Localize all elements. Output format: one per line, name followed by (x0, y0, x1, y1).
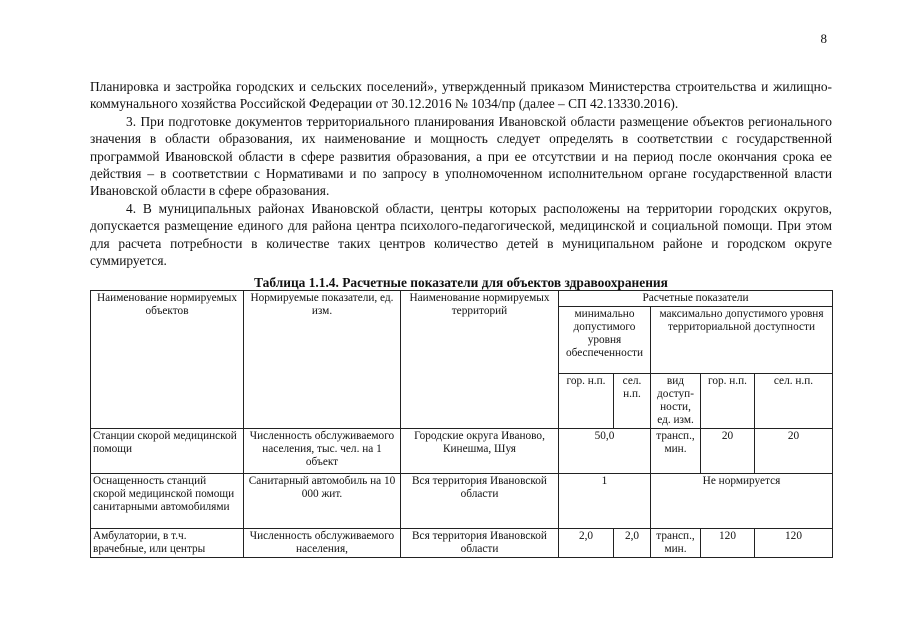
row-min-gor: 2,0 (559, 529, 614, 558)
header-territory: Наименование нормируемых территорий (401, 291, 559, 429)
row-territory: Вся территория Ивановской области (401, 529, 559, 558)
norms-table (90, 290, 833, 558)
header-gor-max: гор. н.п. (701, 374, 755, 429)
row-max-gor: 120 (701, 529, 755, 558)
paragraph-3: 4. В муниципальных районах Ивановской области, центры которых расположены на территории городских округов, допускается размещение единого для района центра психолого-педагогической, медицинской и социальной помощи. При этом для расчета потребности в количестве таких центров количество детей в муниципальном районе и городском округе суммируется. (90, 200, 832, 269)
paragraph-1: Планировка и застройка городских и сельских поселений», утвержденный приказом Министерства строительства и жилищно-коммунального хозяйства Российской Федерации от 30.12.2016 № 1034/пр (далее – СП 42.13330.2016). (90, 79, 832, 112)
row-min-value: 1 (559, 474, 651, 529)
row-territory: Городские округа Иваново, Кинешма, Шуя (401, 429, 559, 474)
header-object: Наименование нормируемых объектов (91, 291, 244, 429)
row-access-type: трансп., мин. (651, 429, 701, 474)
header-calc: Расчетные показатели (559, 291, 833, 307)
row-object: Амбулатории, в т.ч. врачебные, или центры (91, 529, 244, 558)
page-number: 8 (820, 31, 827, 46)
table-row (91, 529, 833, 558)
row-indicator: Санитарный автомобиль на 10 000 жит. (244, 474, 401, 529)
row-max-sel: 120 (755, 529, 833, 558)
row-object: Станции скорой медицинской помощи (91, 429, 244, 474)
row-max-gor: 20 (701, 429, 755, 474)
row-min-value: 50,0 (559, 429, 651, 474)
row-access-type: трансп., мин. (651, 529, 701, 558)
header-access-type: вид доступ-ности, ед. изм. (651, 374, 701, 429)
header-sel-max: сел. н.п. (755, 374, 833, 429)
row-min-sel: 2,0 (614, 529, 651, 558)
header-min-level: минимально допустимого уровня обеспеченности (559, 307, 651, 374)
row-territory: Вся территория Ивановской области (401, 474, 559, 529)
paragraph-2: 3. При подготовке документов территориального планирования Ивановской области размещение объектов регионального значения в области образования, их наименование и мощность следует определять в соответствии с государственной программой Ивановской области в сфере развития образования, а при ее отсутствии и на период после окончания срока ее действия – в соответствии с Нормативами и по запросу в уполномоченном исполнительном органе государственной власти Ивановской области в сфере образования. (90, 113, 832, 199)
header-gor: гор. н.п. (559, 374, 614, 429)
table-row (91, 429, 833, 474)
row-max-value: Не нормируется (651, 474, 833, 529)
row-max-sel: 20 (755, 429, 833, 474)
header-row (91, 291, 833, 307)
row-indicator: Численность обслуживаемого населения, (244, 529, 401, 558)
body-text (90, 78, 832, 269)
header-max-level: максимально допустимого уровня территориальной доступности (651, 307, 833, 374)
header-sel: сел. н.п. (614, 374, 651, 429)
row-object: Оснащенность станций скорой медицинской помощи санитарными автомобилями (91, 474, 244, 529)
table-caption: Таблица 1.1.4. Расчетные показатели для объектов здравоохранения (254, 275, 668, 290)
table-row (91, 474, 833, 529)
header-indicator: Нормируемые показатели, ед. изм. (244, 291, 401, 429)
row-indicator: Численность обслуживаемого населения, тыс. чел. на 1 объект (244, 429, 401, 474)
